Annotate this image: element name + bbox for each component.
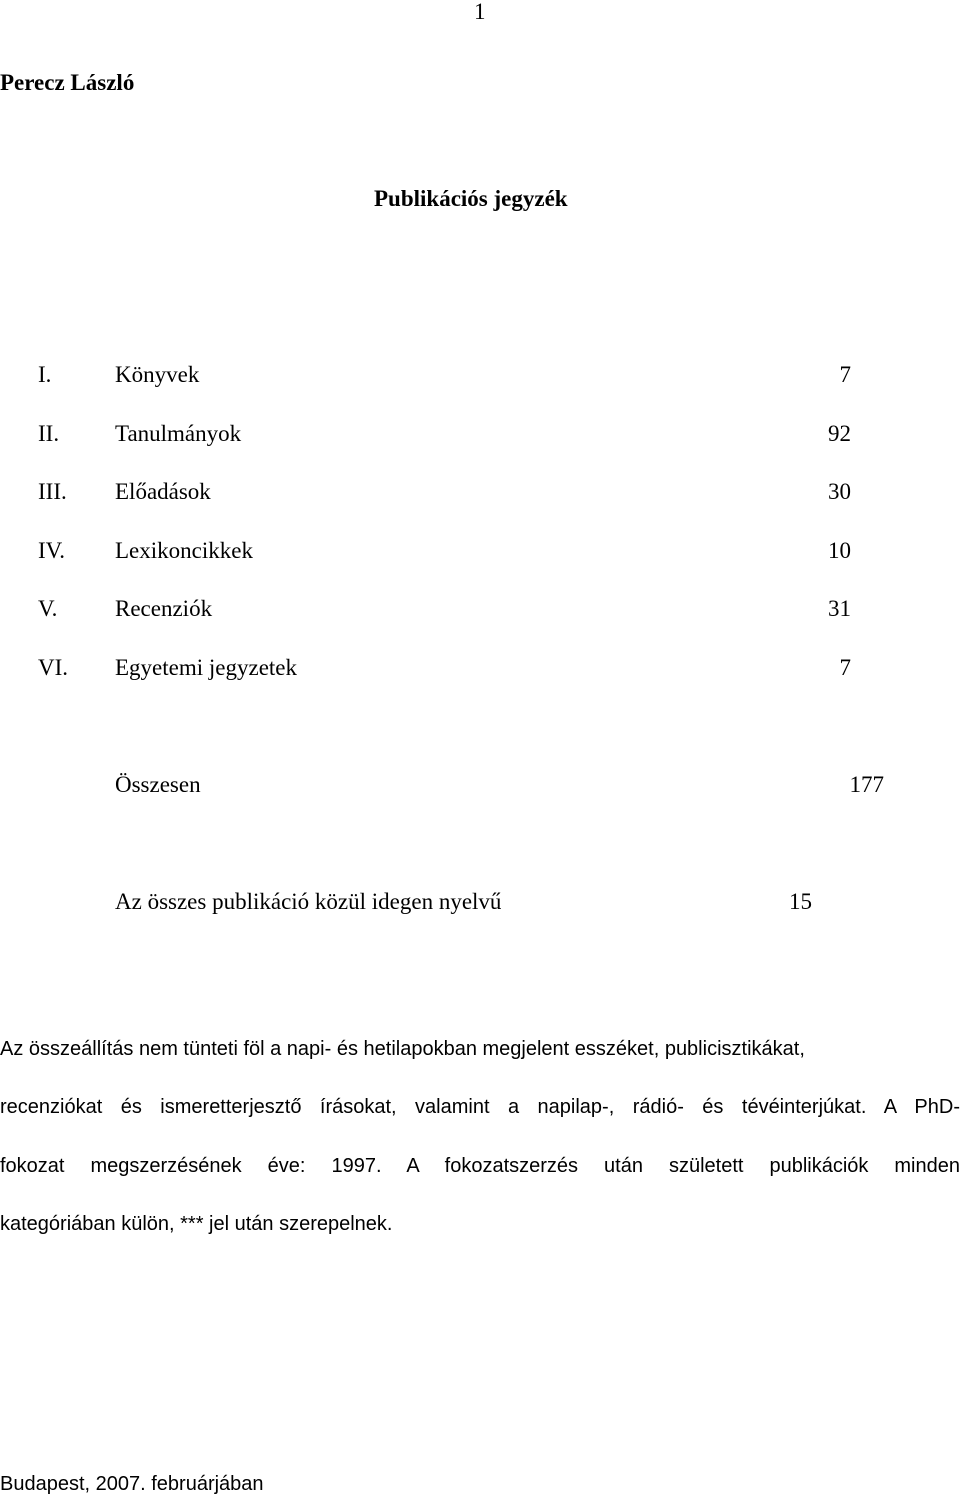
category-roman-numeral: II. xyxy=(38,421,60,446)
category-count: 31 xyxy=(828,596,851,621)
foreign-language-count: 15 xyxy=(789,889,812,914)
note-line: Az összeállítás nem tünteti föl a napi- és hetilapokban megjelent esszéket, publicisztikákat, xyxy=(0,1038,805,1060)
category-roman-numeral: IV. xyxy=(38,538,66,563)
category-roman-numeral: III. xyxy=(38,479,67,504)
category-label: Tanulmányok xyxy=(115,421,242,446)
total-count: 177 xyxy=(849,772,884,797)
category-count: 7 xyxy=(839,362,851,387)
note-line: kategóriában külön, *** jel után szerepelnek. xyxy=(0,1213,393,1235)
category-label: Előadások xyxy=(115,479,211,504)
category-count: 10 xyxy=(828,538,851,563)
category-roman-numeral: V. xyxy=(38,596,58,621)
category-label: Lexikoncikkek xyxy=(115,538,253,563)
page-number: 1 xyxy=(474,0,486,24)
place-and-date: Budapest, 2007. februárjában xyxy=(0,1473,264,1495)
category-roman-numeral: VI. xyxy=(38,655,69,680)
total-label: Összesen xyxy=(115,772,201,797)
category-count: 30 xyxy=(828,479,851,504)
category-label: Recenziók xyxy=(115,596,213,621)
category-roman-numeral: I. xyxy=(38,362,52,387)
document-title: Publikációs jegyzék xyxy=(374,186,568,211)
foreign-language-label: Az összes publikáció közül idegen nyelvű xyxy=(115,889,502,914)
category-label: Könyvek xyxy=(115,362,200,387)
note-line: recenziókat és ismeretterjesztő írásokat, valamint a napilap-, rádió- és tévéinterjúkat. A PhD- xyxy=(0,1096,960,1118)
author-name: Perecz László xyxy=(0,70,135,95)
note-line: fokozat megszerzésének éve: 1997. A fokozatszerzés után született publikációk minden xyxy=(0,1155,960,1177)
category-count: 92 xyxy=(828,421,851,446)
category-count: 7 xyxy=(839,655,851,680)
category-label: Egyetemi jegyzetek xyxy=(115,655,298,680)
